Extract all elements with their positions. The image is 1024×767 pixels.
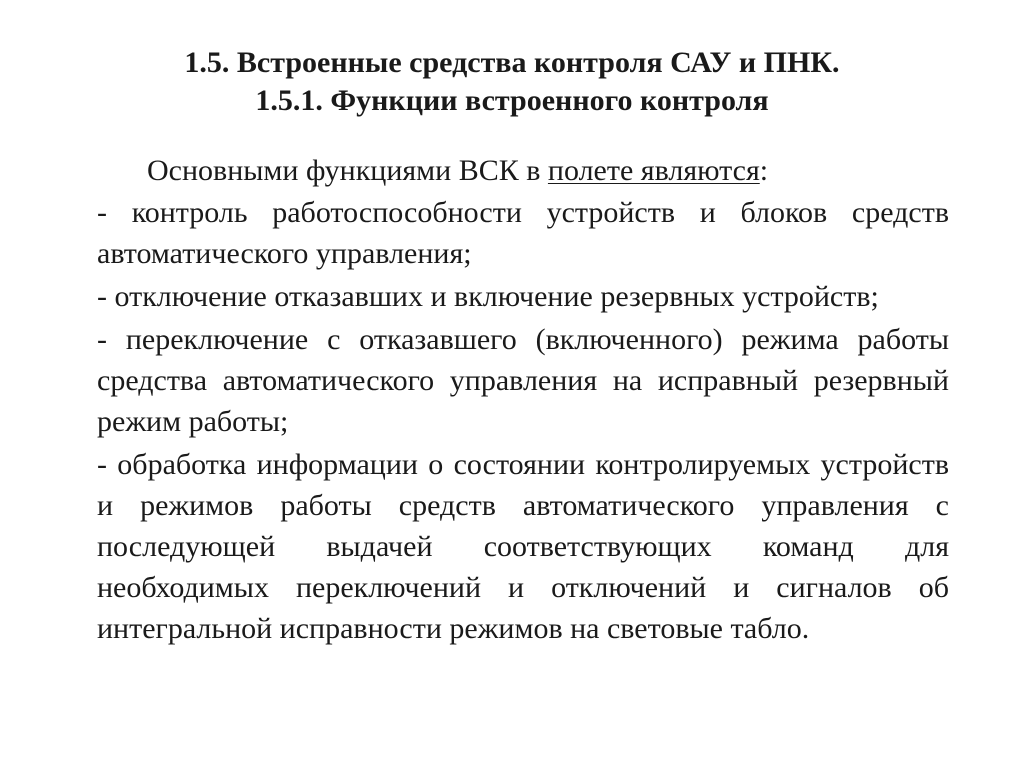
intro-prefix: Основными функциями ВСК в [147,154,548,187]
intro-suffix: : [759,154,769,187]
intro-paragraph [97,154,949,188]
title-line-2: 1.5.1. Функции встроенного контроля [255,84,769,117]
intro-underlined: полете являются [547,154,760,187]
slide-title [0,44,1024,120]
list-item-processing: - обработка информации о состоянии контролируемых устройств и режимов работы средств автоматического управления с последующей выдачей соответствующих команд для необходимых переключений и отключений и сигналов об интегральной исправности режимов на световые табло. [97,448,949,645]
title-line-1: 1.5. Встроенные средства контроля САУ и ПНК. [184,46,840,79]
list-item-control: - контроль работоспособности устройств и блоков средств автоматического управления; [97,196,949,270]
slide-body [97,154,949,651]
list-item-switch: - переключение с отказавшего (включенного) режима работы средства автоматического управления на исправный резервный режим работы; [97,323,949,438]
list-item-disconnect: - отключение отказавших и включение резервных устройств; [97,280,879,313]
